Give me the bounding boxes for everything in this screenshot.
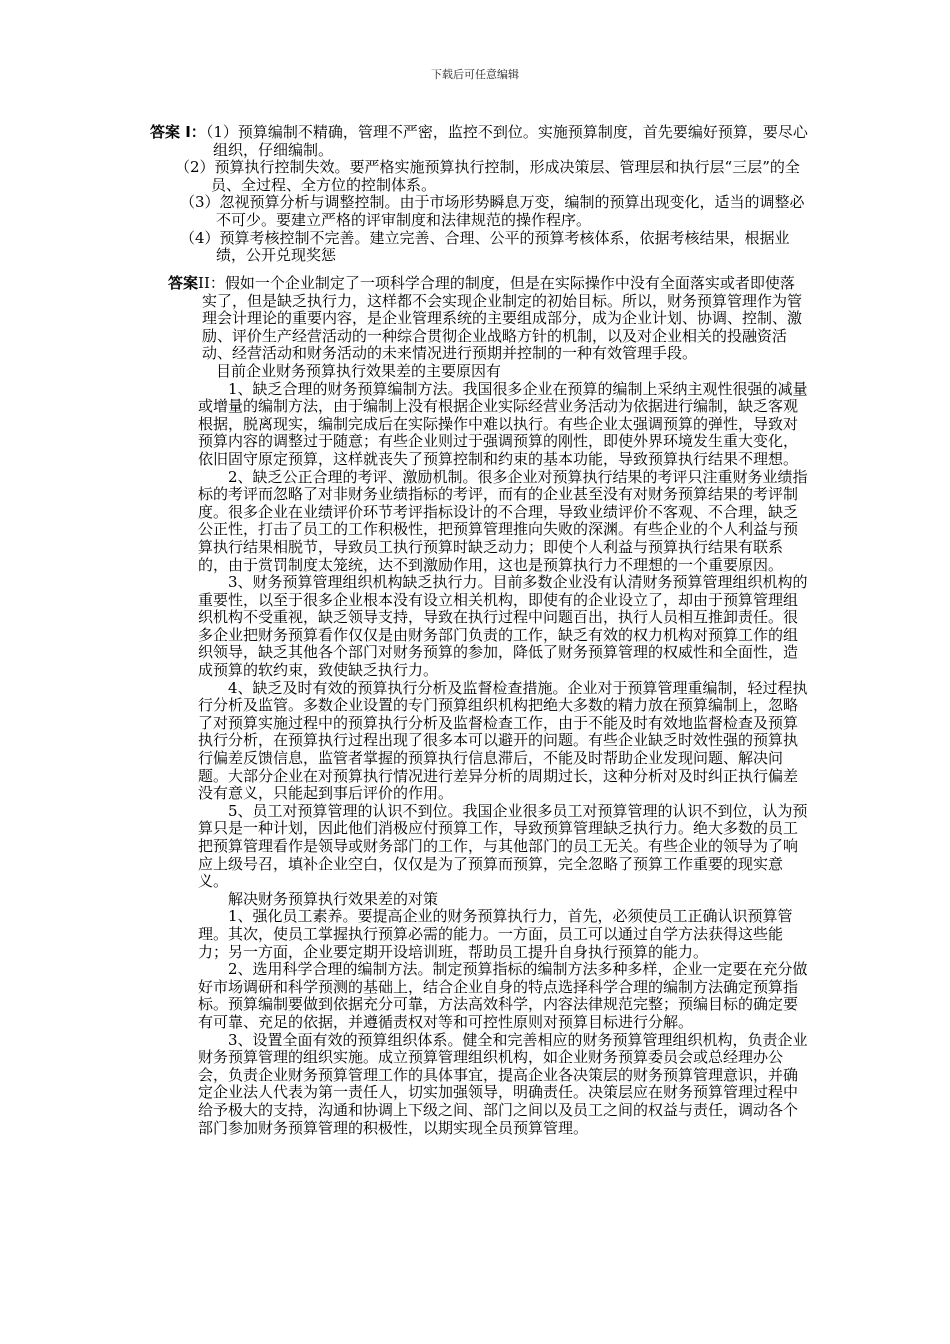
answer-2-label: 答案	[168, 274, 199, 292]
answer-1-label: 答案 I：	[150, 123, 206, 141]
cause-paragraph-1: 1、缺乏合理的财务预算编制方法。我国很多企业在预算的编制上采纳主观性很强的减量或增量的编制方法，由于编制上没有根据企业实际经营业务活动为依据进行编制，缺乏客观根据，脱离现实，编制完成后在实际操作中难以执行。有些企业太强调预算的弹性，导致对预算内容的调整过于随意；有些企业则过于强调预算的刚性，即使外界环境发生重大变化，依旧固守原定预算，这样就丧失了预算控制和约束的基本功能，导致预算执行结果不理想。	[198, 379, 808, 468]
answer-1-item-4: （4）预算考核控制不完善。建立完善、合理、公平的预算考核体系，依据考核结果，根据业绩，公开兑现奖惩	[180, 228, 790, 265]
cause-paragraph-3: 3、财务预算管理组织机构缺乏执行力。目前多数企业没有认清财务预算管理组织机构的重要性，以至于很多企业根本没有设立相关机构，即使有的企业设立了，却由于预算管理组织机构不受重视，缺乏领导支持，导致在执行过程中问题百出，执行人员相互推卸责任。很多企业把财务预算看作仅仅是由财务部门负责的工作，缺乏有效的权力机构对预算工作的组织领导，缺乏其他各个部门对财务预算的参加，降低了财务预算管理的权威性和全面性，造成预算的软约束，致使缺乏执行力。	[198, 573, 808, 680]
measure-paragraph-3: 3、设置全面有效的预算组织体系。健全和完善相应的财务预算管理组织机构，负责企业财务预算管理的组织实施。成立预算管理组织机构，如企业财务预算委员会或总经理办公会，负责企业财务预算管理工作的具体事宜，提高企业各决策层的财务预算管理意识，并确定企业法人代表为第一责任人，切实加强领导，明确责任。决策层应在财务预算管理过程中给予极大的支持，沟通和协调上下级之间、部门之间以及员工之间的权益与责任，调动各个部门参加财务预算管理的积极性，以期实现全员预算管理。	[198, 1030, 808, 1137]
cause-paragraph-4: 4、缺乏及时有效的预算执行分析及监督检查措施。企业对于预算管理重编制，轻过程执行分析及监管。多数企业设置的专门预算组织机构把绝大多数的精力放在预算编制上，忽略了对预算实施过程中的预算执行分析及监督检查工作，由于不能及时有效地监督检查及预算执行分析，在预算执行过程出现了很多本可以避开的问题。有些企业缺乏时效性强的预算执行偏差反馈信息，监管者掌握的预算执行信息滞后，不能及时帮助企业发现问题、解决问题。大部分企业在对预算执行情况进行差异分析的周期过长，这种分析对及时纠正执行偏差没有意义，只能起到事后评价的作用。	[198, 678, 808, 803]
answer-1-item-1: 答案 I：（1）预算编制不精确，管理不严密，监控不到位。实施预算制度，首先要编好预算，要尽心组织，仔细编制。	[150, 123, 808, 159]
page-header-note: 下载后可任意编辑	[431, 68, 519, 81]
measure-paragraph-2: 2、选用科学合理的编制方法。制定预算指标的编制方法多种多样，企业一定要在充分做好市场调研和科学预测的基础上，结合企业自身的特点选择科学合理的编制方法确定预算指标。预算编制要做到依据充分可靠，方法高效科学，内容法律规范完整；预编目标的确定要有可靠、充足的依据，并遵循责权对等和可控性原则对预算目标进行分解。	[198, 960, 808, 1031]
measure-paragraph-1: 1、强化员工素养。要提高企业的财务预算执行力，首先，必须使员工正确认识预算管理。其次，使员工掌握执行预算必需的能力。一方面，员工可以通过自学方法获得这些能力；另一方面，企业要定期开设培训班，帮助员工提升自身执行预算的能力。	[198, 907, 793, 961]
answer-1-item-2: （2）预算执行控制失效。要严格实施预算执行控制，形成决策层、管理层和执行层“三层”的全员、全过程、全方位的控制体系。	[175, 158, 800, 194]
answer-2-intro: 答案II：假如一个企业制定了一项科学合理的制度，但是在实际操作中没有全面落实或者即使落实了，但是缺乏执行力，这样都不会实现企业制定的初始目标。所以，财务预算管理作为管理会计理论的重要内容，是企业管理系统的主要组成部分，成为企业计划、协调、控制、激励、评价生产经营活动的一种综合贯彻企业战略方针的机制，以及对企业相关的投融资活动、经营活动和财务活动的未来情况进行预期并控制的一种有效管理手段。	[168, 274, 803, 363]
cause-paragraph-2: 2、缺乏公正合理的考评、激励机制。很多企业对预算执行结果的考评只注重财务业绩指标的考评而忽略了对非财务业绩指标的考评，而有的企业甚至没有对财务预算结果的考评制度。很多企业在业绩评价环节考评指标设计的不合理，导致业绩评价不客观、不合理，缺乏公正性，打击了员工的工作积极性，把预算管理推向失败的深渊。有些企业的个人利益与预算执行结果相脱节，导致员工执行预算时缺乏动力；即使个人利益与预算执行结果有联系的，由于赏罚制度太笼统，达不到激励作用，这也是预算执行力不理想的一个重要原因。	[198, 467, 808, 574]
cause-paragraph-5: 5、员工对预算管理的认识不到位。我国企业很多员工对预算管理的认识不到位，认为预算只是一种计划，因此他们消极应付预算工作，导致预算管理缺乏执行力。绝大多数的员工把预算管理看作是领导或财务部门的工作，与其他部门的员工无关。有些企业的领导为了响应上级号召，填补企业空白，仅仅是为了预算而预算，完全忽略了预算工作重要的现实意义。	[198, 801, 808, 891]
answer-2-section	[168, 275, 808, 1137]
answer-1-section	[150, 124, 815, 265]
section-heading-causes: 目前企业财务预算执行效果差的主要原因有	[216, 361, 502, 380]
section-heading-measures: 解决财务预算执行效果差的对策	[228, 889, 439, 908]
answer-1-item-3: （3）忽视预算分析与调整控制。由于市场形势瞬息万变，编制的预算出现变化，适当的调整必不可少。要建立严格的评审制度和法律规范的操作程序。	[180, 193, 805, 229]
